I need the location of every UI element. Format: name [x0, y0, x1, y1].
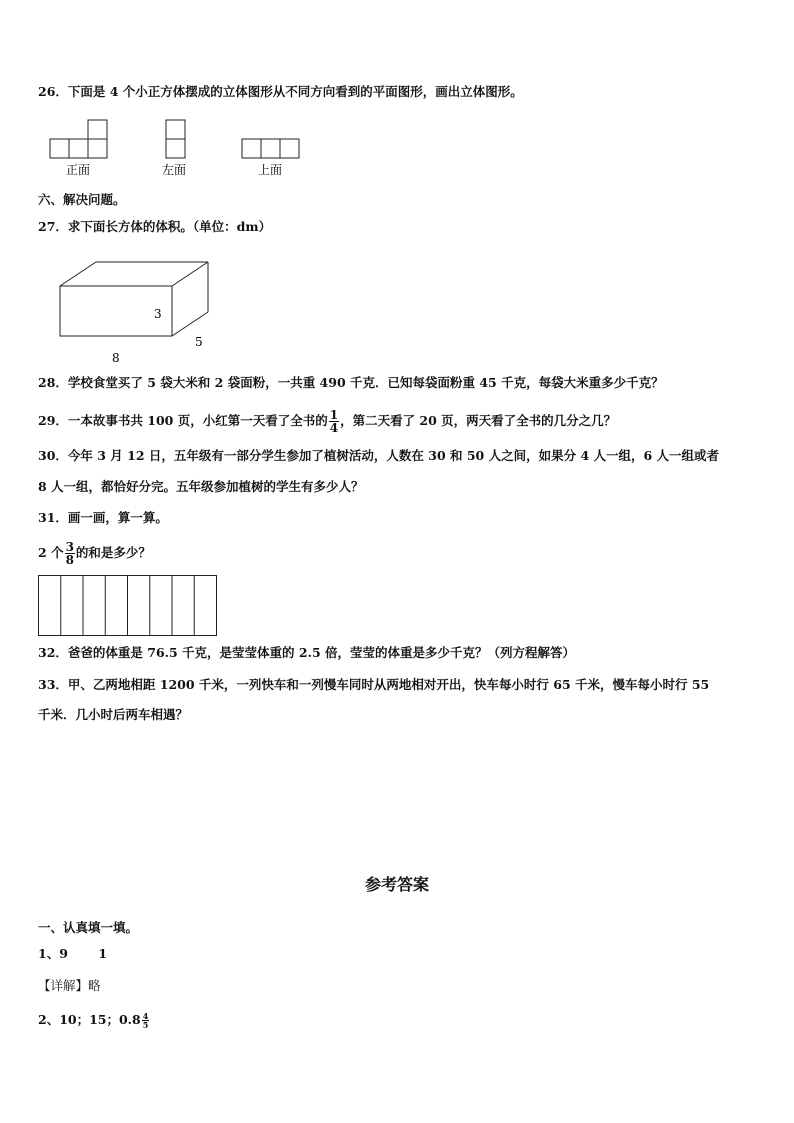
width-label: 5	[195, 335, 203, 349]
top-view-label: 上面	[258, 163, 283, 177]
left-view-cell	[166, 139, 185, 158]
left-view-cell	[166, 120, 185, 139]
fraction-three-eighths	[65, 541, 75, 566]
eight-cell-strip	[38, 575, 218, 637]
left-view-label: 左面	[162, 163, 187, 177]
fraction-numerator: 3	[65, 540, 74, 554]
fraction-denominator: 5	[142, 1020, 149, 1030]
answers-section-1: 一、认真填一填。	[38, 920, 139, 935]
q31-text-before: 2 个	[38, 545, 64, 560]
fraction-one-quarter	[329, 409, 339, 434]
question-32: 32．爸爸的体重是 76.5 千克，是莹莹体重的 2.5 倍，莹莹的体重是多少千克？（列方程解答）	[38, 645, 575, 660]
q31-text-after: 的和是多少？	[75, 545, 151, 560]
answer-2	[38, 1012, 150, 1029]
question-31-prompt	[38, 541, 151, 566]
front-view-cell	[69, 139, 88, 158]
front-view-cell	[88, 139, 107, 158]
question-30-line2: 8 人一组，都恰好分完。五年级参加植树的学生有多少人？	[38, 479, 364, 494]
top-view-cell	[242, 139, 261, 158]
q29-text-before: 29．一本故事书共 100 页，小红第一天看了全书的	[38, 413, 328, 428]
answer-2-fraction	[142, 1012, 150, 1029]
answers-title: 参考答案	[364, 875, 429, 894]
length-label: 8	[112, 351, 120, 365]
front-view-label: 正面	[66, 163, 91, 177]
question-31-title: 31．画一画，算一算。	[38, 510, 168, 525]
question-33-line1: 33．甲、乙两地相距 1200 千米，一列快车和一列慢车同时从两地相对开出，快车每小时行 65 千米，慢车每小时行 55	[38, 677, 710, 692]
front-view-cell	[88, 120, 107, 139]
question-30-line1: 30．今年 3 月 12 日，五年级有一部分学生参加了植树活动，人数在 30 和 50 人之间，如果分 4 人一组，6 人一组或者	[38, 448, 720, 463]
section-6-heading: 六、解决问题。	[38, 192, 126, 207]
height-label: 3	[154, 307, 162, 321]
fraction-denominator: 8	[65, 553, 74, 567]
question-33-line2: 千米．几小时后两车相遇？	[38, 707, 189, 722]
answer-1-detail: 【详解】略	[38, 978, 101, 993]
front-view-cell	[50, 139, 69, 158]
q29-text-after: ，第二天看了 20 页，两天看了全书的几分之几？	[340, 413, 617, 428]
question-28: 28．学校食堂买了 5 袋大米和 2 袋面粉，一共重 490 千克．已知每袋面粉重 45 千克，每袋大米重多少千克？	[38, 375, 664, 390]
three-views-figure	[48, 118, 318, 178]
fraction-numerator: 4	[142, 1011, 149, 1021]
top-view-cell	[280, 139, 299, 158]
top-view-cell	[261, 139, 280, 158]
question-29	[38, 409, 616, 434]
fraction-numerator: 1	[329, 408, 339, 422]
answer-1: 1、9 1	[38, 946, 108, 961]
fraction-denominator: 4	[329, 421, 339, 435]
question-27: 27．求下面长方体的体积。（单位：dm）	[38, 219, 272, 234]
cuboid-figure	[50, 258, 220, 366]
answer-2-text: 2、10；15；0.8	[38, 1012, 141, 1027]
question-26: 26．下面是 4 个小正方体摆成的立体图形从不同方向看到的平面图形，画出立体图形。	[38, 84, 523, 99]
